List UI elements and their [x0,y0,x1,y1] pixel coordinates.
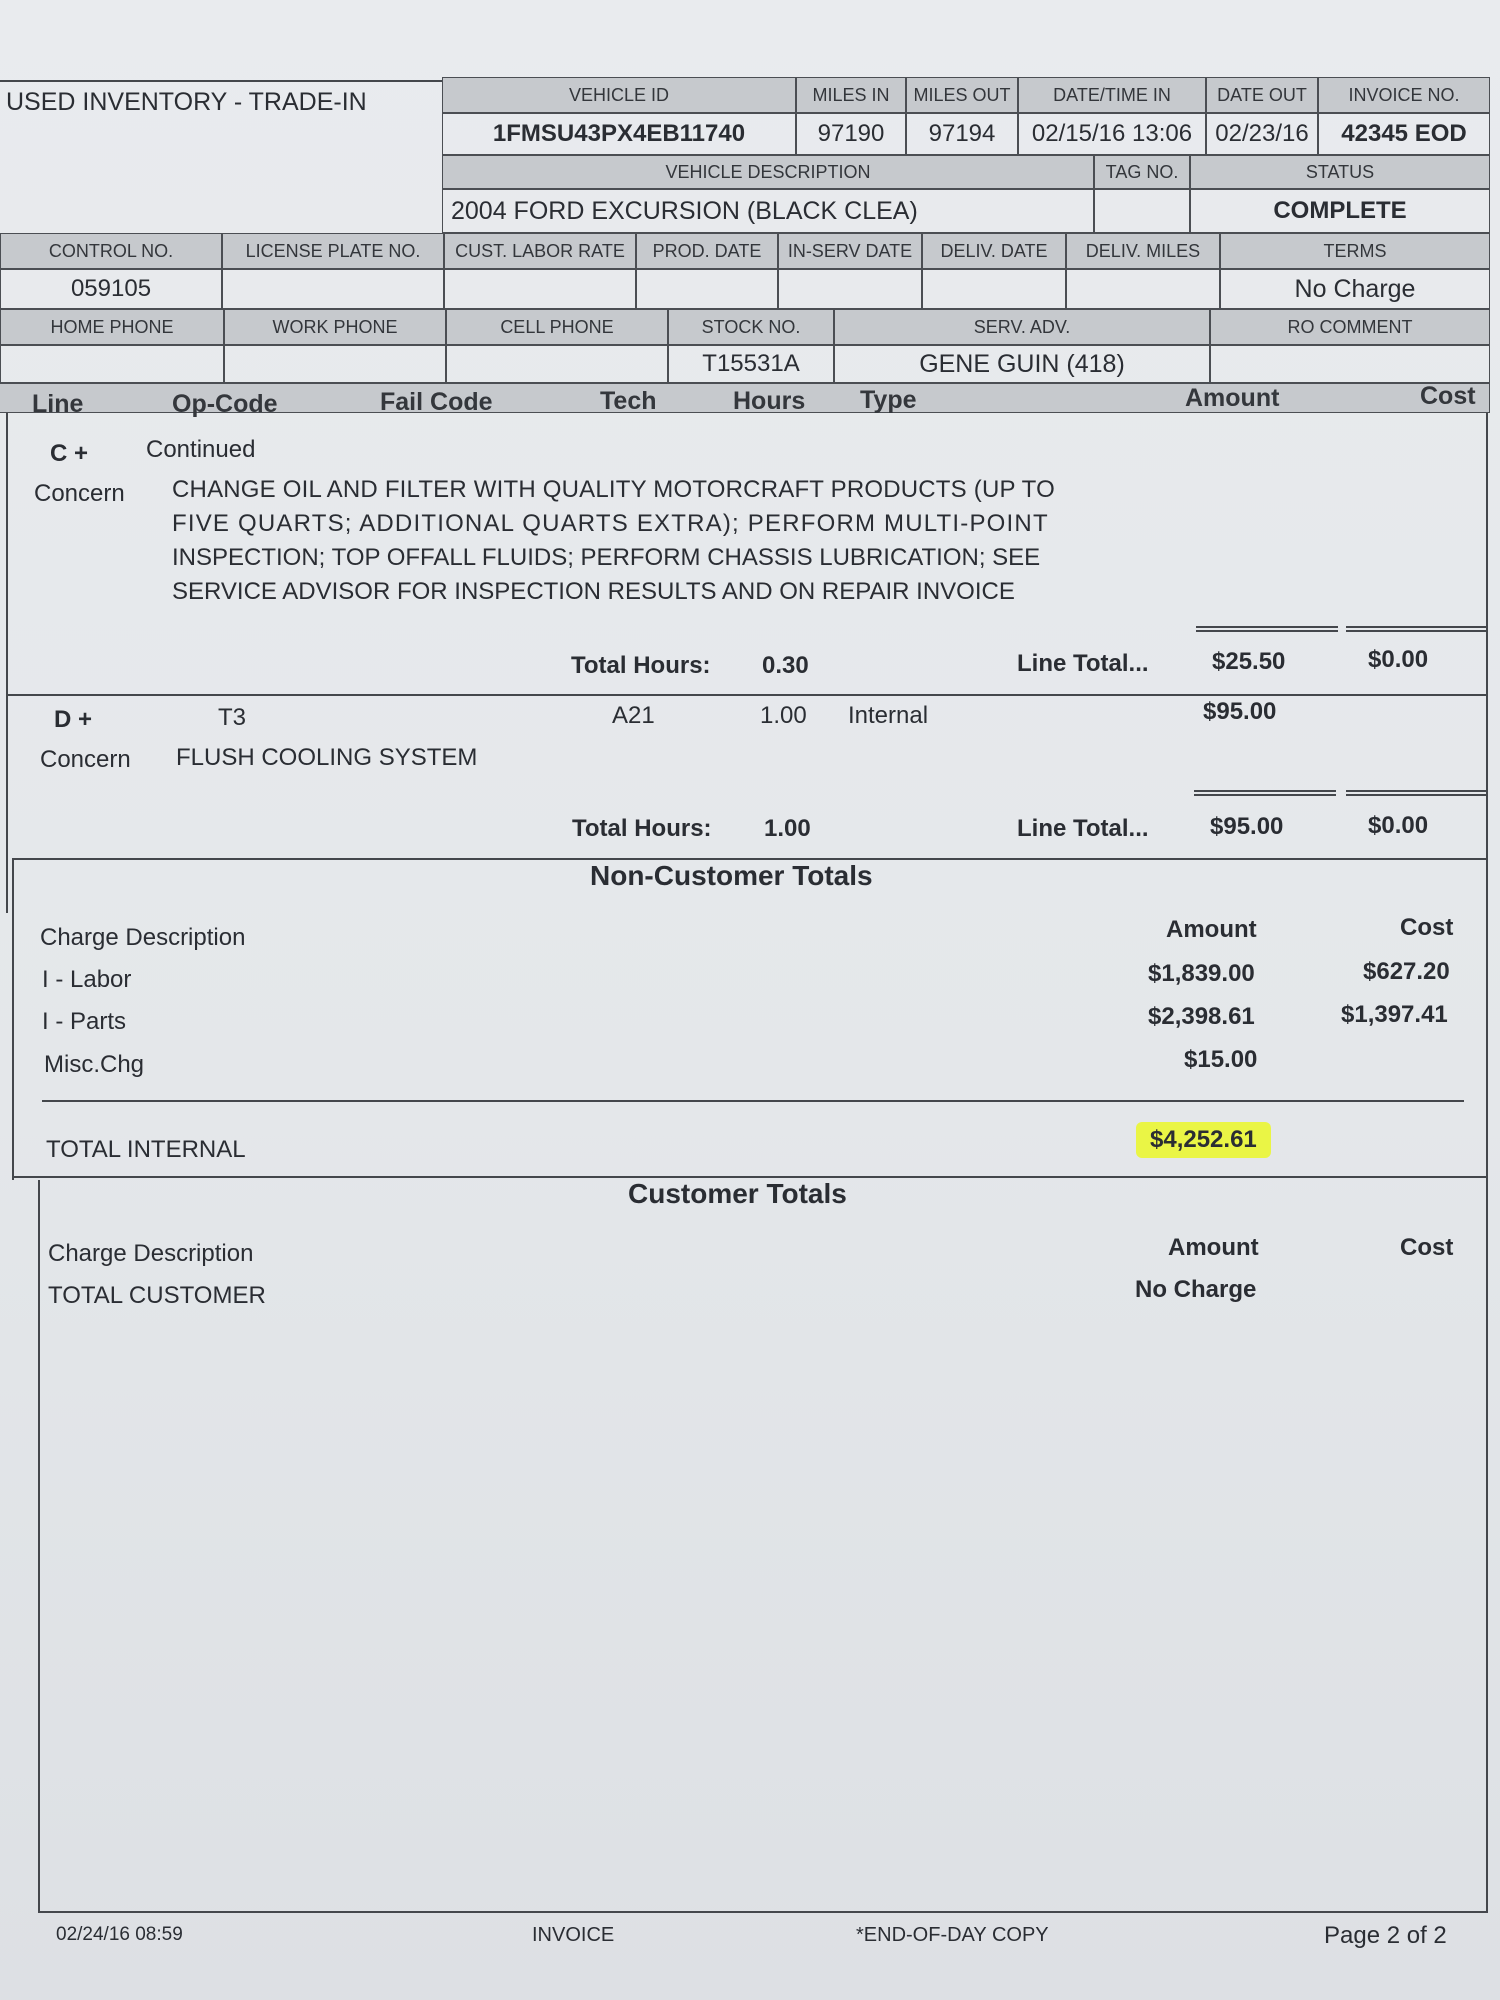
non-customer-row-amount: $15.00 [1184,1046,1258,1073]
non-customer-row-cost: $627.20 [1363,958,1450,985]
line-d-line-total-label: Line Total... [1017,815,1149,842]
terms-value: No Charge [1220,269,1490,309]
line-d-op-code: T3 [218,704,247,731]
control-no-value: 059105 [0,269,222,309]
non-customer-title: Non-Customer Totals [590,860,873,891]
vehicle-id-value: 1FMSU43PX4EB11740 [442,113,796,155]
date-time-in-value: 02/15/16 13:06 [1018,113,1206,155]
col-cost: Cost [1420,382,1476,410]
line-c-concern-3: INSPECTION; TOP OFFALL FLUIDS; PERFORM CHASSIS LUBRICATION; SEE [172,544,1041,571]
prod-date-label: PROD. DATE [636,233,778,269]
non-customer-desc-label: Charge Description [40,924,246,951]
line-c-concern-2: FIVE QUARTS; ADDITIONAL QUARTS EXTRA); PERFORM MULTI-POINT [172,510,1049,537]
deliv-miles-value [1066,269,1220,309]
non-customer-row-amount: $1,839.00 [1148,960,1255,987]
line-d-total-hours: 1.00 [764,815,811,842]
line-d-line-total-cost: $0.00 [1368,812,1429,839]
tag-no-label: TAG NO. [1094,155,1190,189]
footer-page: Page 2 of 2 [1324,1922,1447,1949]
prod-date-value [636,269,778,309]
non-customer-amount-label: Amount [1166,916,1257,943]
footer-timestamp: 02/24/16 08:59 [56,1924,183,1945]
terms-label: TERMS [1220,233,1490,269]
miles-in-label: MILES IN [796,77,906,113]
col-line: Line [32,390,84,418]
ro-comment-value [1210,345,1490,383]
line-c-concern-4: SERVICE ADVISOR FOR INSPECTION RESULTS AND ON REPAIR INVOICE [172,578,1015,605]
non-customer-row-desc: I - Labor [42,966,132,993]
line-d-tech: A21 [612,702,655,729]
line-c-line-total-cost: $0.00 [1368,646,1429,673]
home-phone-label: HOME PHONE [0,309,224,345]
vehicle-id-label: VEHICLE ID [442,77,796,113]
footer-copy: *END-OF-DAY COPY [856,1924,1049,1946]
line-d-amount: $95.00 [1203,698,1277,725]
vehicle-description-label: VEHICLE DESCRIPTION [442,155,1094,189]
control-no-label: CONTROL NO. [0,233,222,269]
customer-desc-label: Charge Description [48,1240,254,1267]
line-d-type: Internal [848,702,929,729]
line-d-concern-1: FLUSH COOLING SYSTEM [176,744,478,771]
deliv-date-value [922,269,1066,309]
line-c-total-hours-label: Total Hours: [571,652,711,679]
license-plate-value [222,269,444,309]
line-c-id: C + [50,440,89,467]
line-c-line-total-amount: $25.50 [1212,648,1286,675]
work-phone-label: WORK PHONE [224,309,446,345]
serv-adv-label: SERV. ADV. [834,309,1210,345]
date-out-value: 02/23/16 [1206,113,1318,155]
line-c-total-hours: 0.30 [762,652,809,679]
non-customer-row-desc: Misc.Chg [44,1051,145,1078]
non-customer-row-desc: I - Parts [42,1008,127,1035]
total-customer-label: TOTAL CUSTOMER [48,1282,266,1309]
line-c-concern-1: CHANGE OIL AND FILTER WITH QUALITY MOTORCRAFT PRODUCTS (UP TO [172,476,1055,503]
col-tech: Tech [600,387,657,415]
line-d-line-total-amount: $95.00 [1210,813,1284,840]
col-hours: Hours [733,387,806,415]
non-customer-row-cost: $1,397.41 [1341,1001,1448,1028]
date-time-in-label: DATE/TIME IN [1018,77,1206,113]
total-internal-label: TOTAL INTERNAL [46,1136,246,1163]
customer-title: Customer Totals [628,1178,847,1209]
cell-phone-value [446,345,668,383]
cust-labor-rate-label: CUST. LABOR RATE [444,233,636,269]
status-value: COMPLETE [1190,189,1490,233]
in-serv-date-value [778,269,922,309]
invoice-no-value: 42345 EOD [1318,113,1490,155]
deliv-miles-label: DELIV. MILES [1066,233,1220,269]
non-customer-row-amount: $2,398.61 [1148,1003,1255,1030]
line-c-continued: Continued [146,436,256,463]
miles-in-value: 97190 [796,113,906,155]
miles-out-value: 97194 [906,113,1018,155]
deliv-date-label: DELIV. DATE [922,233,1066,269]
stock-no-value: T15531A [668,345,834,383]
tag-no-value [1094,189,1190,233]
line-d-hours: 1.00 [760,702,807,729]
customer-amount-label: Amount [1168,1234,1259,1261]
in-serv-date-label: IN-SERV DATE [778,233,922,269]
stock-no-label: STOCK NO. [668,309,834,345]
line-c-line-total-label: Line Total... [1017,650,1149,677]
line-d-total-hours-label: Total Hours: [572,815,712,842]
invoice-no-label: INVOICE NO. [1318,77,1490,113]
work-phone-value [224,345,446,383]
line-d-concern-label: Concern [40,746,131,773]
col-op-code: Op-Code [172,390,278,418]
col-fail-code: Fail Code [380,388,493,416]
customer-cost-label: Cost [1400,1234,1454,1261]
date-out-label: DATE OUT [1206,77,1318,113]
serv-adv-value: GENE GUIN (418) [834,345,1210,383]
ro-comment-label: RO COMMENT [1210,309,1490,345]
line-d-id: D + [54,706,93,733]
footer-doc-type: INVOICE [532,1924,615,1946]
col-amount: Amount [1185,384,1280,412]
col-type: Type [860,386,917,414]
home-phone-value [0,345,224,383]
document-title: USED INVENTORY - TRADE-IN [6,88,367,116]
miles-out-label: MILES OUT [906,77,1018,113]
cell-phone-label: CELL PHONE [446,309,668,345]
non-customer-cost-label: Cost [1400,914,1454,941]
total-customer-amount: No Charge [1135,1276,1257,1303]
status-label: STATUS [1190,155,1490,189]
cust-labor-rate-value [444,269,636,309]
license-plate-label: LICENSE PLATE NO. [222,233,444,269]
vehicle-description-value: 2004 FORD EXCURSION (BLACK CLEA) [442,189,1094,233]
line-c-concern-label: Concern [34,480,125,507]
total-internal-amount: $4,252.61 [1136,1122,1271,1158]
